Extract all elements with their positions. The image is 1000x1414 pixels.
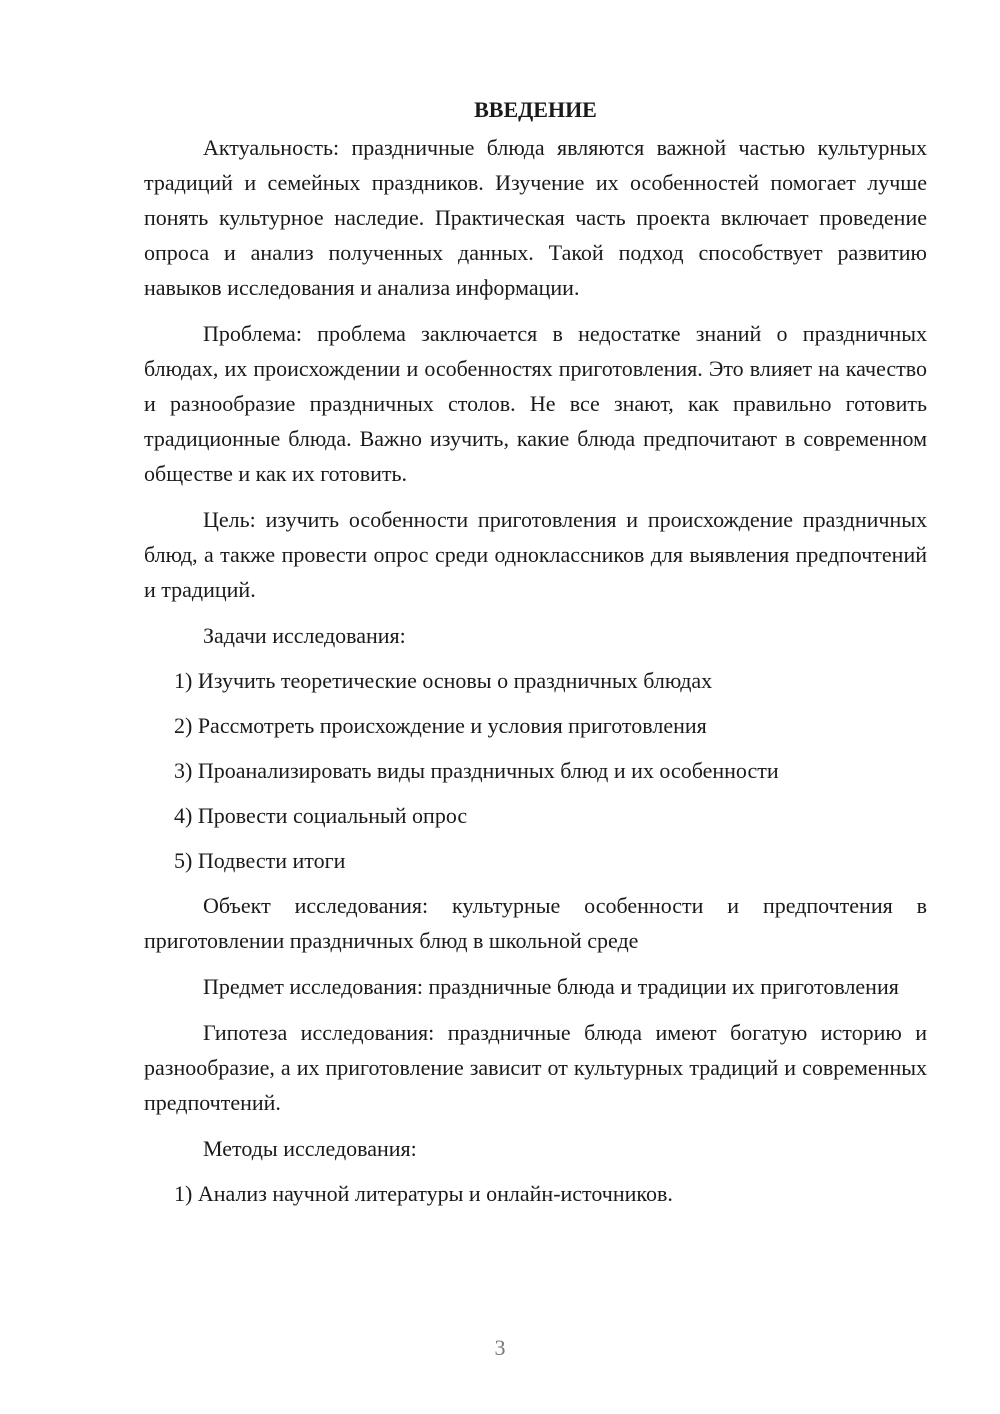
tasks-list bbox=[144, 663, 927, 878]
goal-paragraph: Цель: изучить особенности приготовления и происхождение праздничных блюд, а также провести опрос среди одноклассников для выявления предпочтений и традиций. bbox=[144, 507, 927, 602]
task-item: 5) Подвести итоги bbox=[174, 848, 346, 873]
methods-list bbox=[144, 1176, 927, 1211]
methods-heading: Методы исследования: bbox=[203, 1136, 417, 1161]
page-content bbox=[144, 92, 927, 1221]
hypothesis-paragraph: Гипотеза исследования: праздничные блюда имеют богатую историю и разнообразие, а их приготовление зависит от культурных традиций и современных предпочтений. bbox=[144, 1020, 927, 1115]
object-paragraph: Объект исследования: культурные особенности и предпочтения в приготовлении праздничных блюд в школьной среде bbox=[144, 893, 927, 953]
task-item: 1) Изучить теоретические основы о праздничных блюдах bbox=[174, 668, 713, 693]
problem-paragraph: Проблема: проблема заключается в недостатке знаний о праздничных блюдах, их происхождении и особенностях приготовления. Это влияет на качество и разнообразие праздничных столов. Не все знают, как правильно готовить традиционные блюда. Важно изучить, какие блюда предпочитают в современном обществе и как их готовить. bbox=[144, 321, 927, 486]
method-item: 1) Анализ научной литературы и онлайн-источников. bbox=[174, 1181, 673, 1206]
task-item: 3) Проанализировать виды праздничных блюд и их особенности bbox=[174, 758, 779, 783]
task-item: 4) Провести социальный опрос bbox=[174, 803, 468, 828]
page-title: ВВЕДЕНИЕ bbox=[474, 97, 597, 122]
task-item: 2) Рассмотреть происхождение и условия приготовления bbox=[174, 713, 707, 738]
subject-paragraph: Предмет исследования: праздничные блюда и традиции их приготовления bbox=[203, 974, 899, 999]
relevance-paragraph: Актуальность: праздничные блюда являются важной частью культурных традиций и семейных праздников. Изучение их особенностей помогает лучше понять культурное наследие. Практическая часть проекта включает проведение опроса и анализ полученных данных. Такой подход способствует развитию навыков исследования и анализа информации. bbox=[144, 135, 927, 300]
page-number: 3 bbox=[494, 1335, 506, 1360]
tasks-heading: Задачи исследования: bbox=[203, 623, 406, 648]
